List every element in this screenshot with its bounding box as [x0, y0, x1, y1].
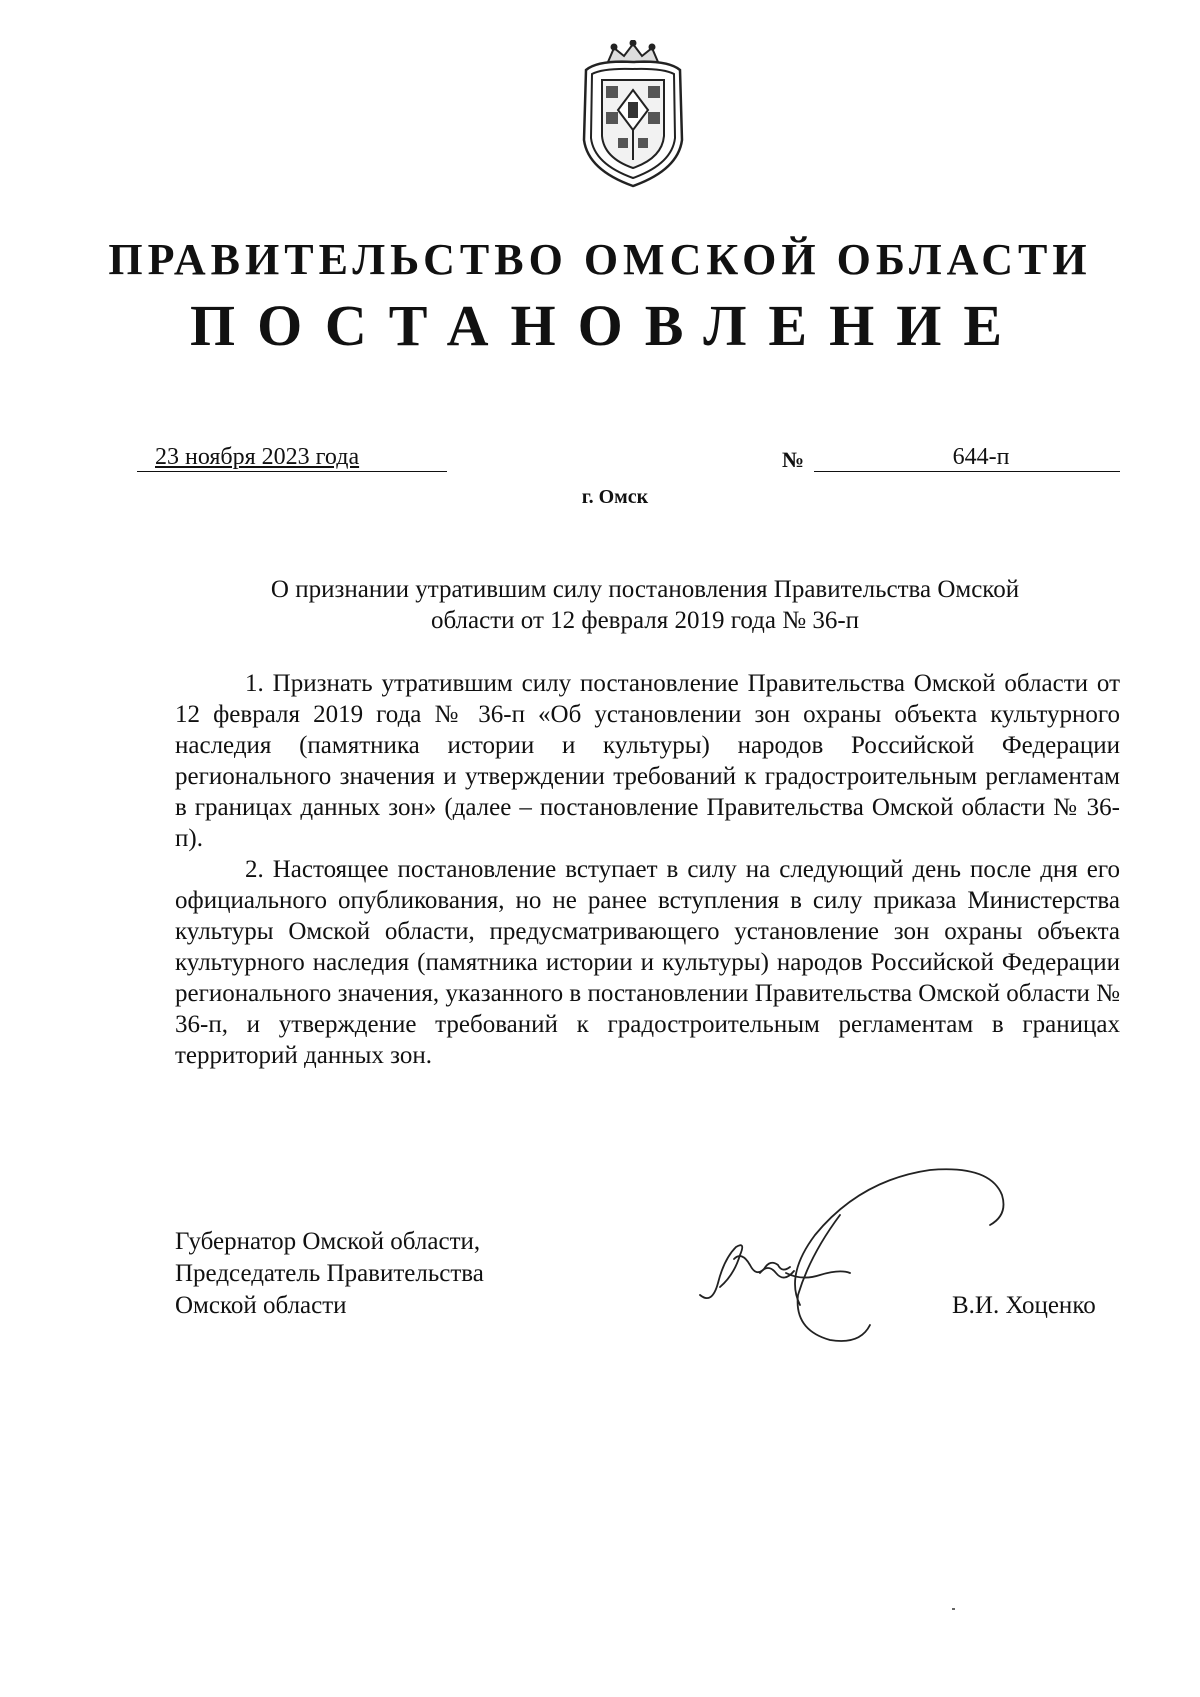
document-city: г. Омск	[581, 486, 649, 508]
document-date: 23 ноября 2023 года	[137, 443, 447, 472]
document-type-title: ПОСТАНОВЛЕНИЕ	[189, 293, 1025, 358]
scan-speck	[952, 1608, 955, 1610]
subject-line: области от 12 февраля 2019 года № 36-п	[430, 607, 860, 634]
coat-of-arms-icon	[578, 40, 688, 190]
body-paragraph: 1. Признать утратившим силу постановление Правительства Омской области от 12 февраля 2019 года № 36-п «Об установлении зон охраны объекта культурного наследия (памятника истории и культуры) народов Российской Федерации регионального значения и утверждении требований к градостроительным регламентам в границах данных зон» (далее – постановление Правительства Омской области № 36-п).	[175, 670, 1120, 852]
signer-name: В.И. Хоценко	[952, 1292, 1096, 1319]
organization-title: ПРАВИТЕЛЬСТВО ОМСКОЙ ОБЛАСТИ	[108, 235, 1092, 284]
number-sign: №	[782, 447, 805, 472]
signer-title-line: Председатель Правительства	[175, 1260, 484, 1287]
signer-title-line: Омской области	[175, 1292, 347, 1319]
signer-title-line: Губернатор Омской области,	[175, 1228, 481, 1255]
document-body	[175, 668, 1120, 1071]
document-number: 644-п	[814, 443, 1120, 472]
body-paragraph: 2. Настоящее постановление вступает в силу на следующий день после дня его официального опубликования, но не ранее вступления в силу приказа Министерства культуры Омской области, предусматривающего установление зон охраны объекта культурного наследия (памятника истории и культуры) народов Российской Федерации регионального значения, указанного в постановлении Правительства Омской области № 36-п, и утверждение требований к градостроительным регламентам в границах территорий данных зон.	[175, 856, 1120, 1069]
signer-title	[175, 1226, 575, 1322]
document-subject	[175, 574, 1115, 636]
handwritten-signature-icon	[690, 1155, 1050, 1355]
subject-line: О признании утратившим силу постановления Правительства Омской	[270, 576, 1020, 603]
